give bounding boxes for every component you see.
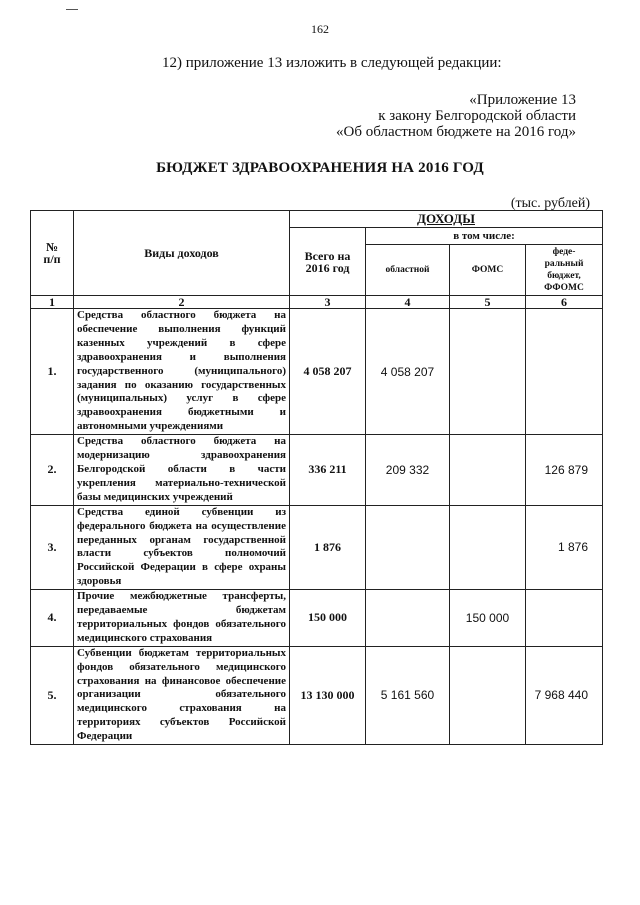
header-row-number: № п/п	[31, 211, 74, 296]
budget-table	[30, 210, 603, 745]
table-row	[31, 435, 603, 506]
header-federal: феде- ральный бюджет, ФФОМС	[526, 245, 603, 296]
regional-value	[366, 505, 450, 589]
total-value: 4 058 207	[290, 309, 366, 435]
income-description: Субвенции бюджетам территориальных фондов обязательного медицинского страхования на финансовое обеспечение организации обязательного медицинского страхования на территориях субъектов Российской Федерации	[74, 646, 290, 744]
income-description: Средства областного бюджета на обеспечение выполнения функций казенных учреждений в сфере здравоохранения и выполнения государственного (муниципального) задания по оказанию государственных (муниципальных) услуг в сфере здравоохранения бюджетными и автономными учреждениями	[74, 309, 290, 435]
foms-value	[450, 435, 526, 506]
table-row	[31, 505, 603, 589]
column-number: 3	[290, 296, 366, 309]
federal-value: 7 968 440	[526, 646, 603, 744]
federal-value	[526, 309, 603, 435]
column-number: 1	[31, 296, 74, 309]
table-row	[31, 309, 603, 435]
table-row	[31, 646, 603, 744]
total-value: 13 130 000	[290, 646, 366, 744]
income-description: Средства областного бюджета на модернизацию здравоохранения Белгородской области в части укрепления материально-технической базы медицинских учреждений	[74, 435, 290, 506]
appendix-line: к закону Белгородской области	[378, 108, 576, 124]
total-value: 336 211	[290, 435, 366, 506]
income-description: Средства единой субвенции из федерального бюджета на осуществление переданных органам государственной власти субъектов полномочий Российской Федерации в сфере охраны здоровья	[74, 505, 290, 589]
federal-value: 126 879	[526, 435, 603, 506]
column-number: 6	[526, 296, 603, 309]
federal-value: 1 876	[526, 505, 603, 589]
foms-value	[450, 646, 526, 744]
header-regional: областной	[366, 245, 450, 296]
units-note: (тыс. рублей)	[510, 196, 590, 211]
row-number: 5.	[31, 646, 74, 744]
federal-value	[526, 590, 603, 647]
column-number: 5	[450, 296, 526, 309]
row-number: 4.	[31, 590, 74, 647]
total-value: 150 000	[290, 590, 366, 647]
appendix-line: «Об областном бюджете на 2016 год»	[336, 124, 576, 140]
row-number: 1.	[31, 309, 74, 435]
table-row	[31, 590, 603, 647]
row-number: 2.	[31, 435, 74, 506]
header-foms: ФОМС	[450, 245, 526, 296]
regional-value: 5 161 560	[366, 646, 450, 744]
document-title: БЮДЖЕТ ЗДРАВООХРАНЕНИЯ НА 2016 ГОД	[156, 160, 484, 176]
total-value: 1 876	[290, 505, 366, 589]
regional-value: 209 332	[366, 435, 450, 506]
amendment-instruction: 12) приложение 13 изложить в следующей редакции:	[162, 55, 502, 71]
header-income: ДОХОДЫ	[290, 211, 603, 228]
appendix-line: «Приложение 13	[469, 92, 576, 108]
foms-value	[450, 505, 526, 589]
column-number: 4	[366, 296, 450, 309]
income-description: Прочие межбюджетные трансферты, передаваемые бюджетам территориальных фондов обязательного медицинского страхования	[74, 590, 290, 647]
regional-value	[366, 590, 450, 647]
row-number: 3.	[31, 505, 74, 589]
header-total: Всего на 2016 год	[290, 228, 366, 296]
column-number: 2	[74, 296, 290, 309]
header-including: в том числе:	[366, 228, 603, 245]
regional-value: 4 058 207	[366, 309, 450, 435]
column-number-row	[31, 296, 603, 309]
foms-value	[450, 309, 526, 435]
header-income-kinds: Виды доходов	[74, 211, 290, 296]
scan-mark	[66, 9, 78, 10]
page-number: 162	[311, 22, 329, 36]
foms-value: 150 000	[450, 590, 526, 647]
appendix-reference	[336, 92, 576, 140]
